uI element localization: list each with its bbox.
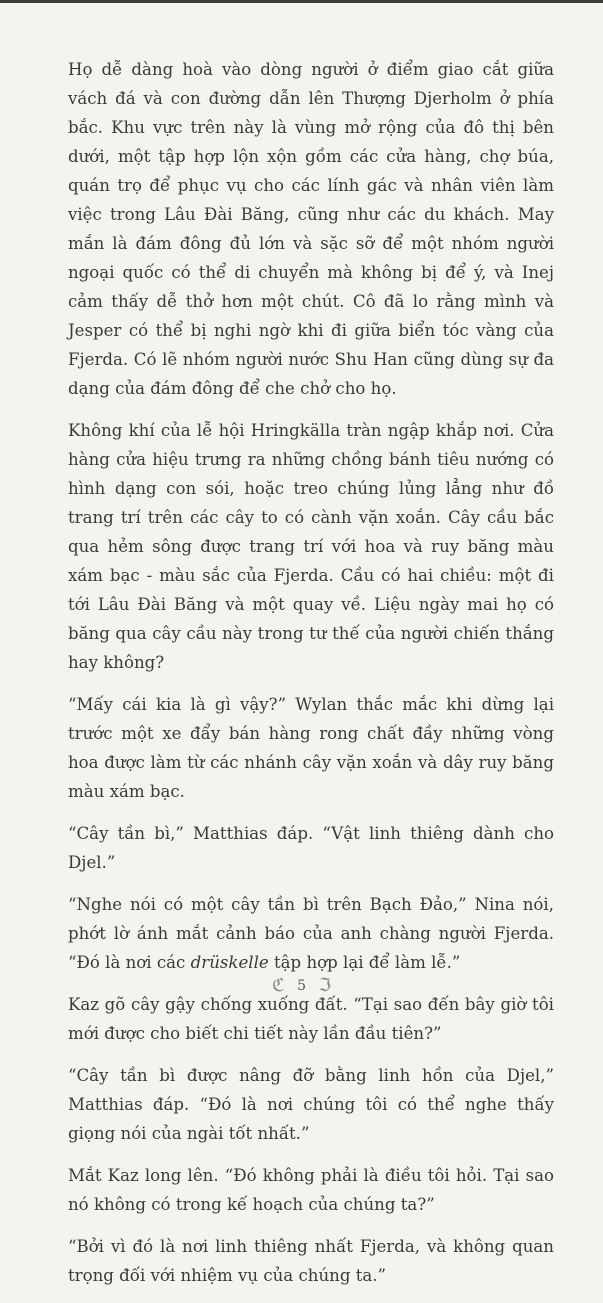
paragraph-1: Họ dễ dàng hoà vào dòng người ở điểm giao cắt giữa vách đá và con đường dẫn lên Thượng Djerholm ở phía bắc. Khu vực trên này là vùng mở rộng của đô thị bên dưới, một tập hợp lộn xộn gồm các cửa hàng, chợ búa, quán trọ để phục vụ cho các lính gác và nhân viên làm việc trong Lâu Đài Băng, cũng như các du khách. May mắn là đám đông đủ lớn và sặc sỡ để một nhóm người ngoại quốc có thể di chuyển mà không bị để ý, và Inej cảm thấy dễ thở hơn một chút. Cô đã lo rằng mình và Jesper có thể bị nghi ngờ khi đi giữa biển tóc vàng của Fjerda. Có lẽ nhóm người nước Shu Han cũng dùng sự đa dạng của đám đông để che chở cho họ.: [68, 60, 554, 398]
ornament-right-icon: ℑ: [318, 975, 332, 996]
page-number: 5: [297, 977, 306, 994]
paragraph-6: Kaz gõ cây gậy chống xuống đất. “Tại sao đến bây giờ tôi mới được cho biết chi tiết này lần đầu tiên?”: [68, 995, 554, 1043]
paragraph-3: “Mấy cái kia là gì vậy?” Wylan thắc mắc khi dừng lại trước một xe đẩy bán hàng rong chất đầy những vòng hoa được làm từ các nhánh cây vặn xoắn và dây ruy băng màu xám bạc.: [68, 695, 554, 801]
paragraph-5-text-a: “Nghe nói có một cây tần bì trên Bạch Đảo,” Nina nói, phớt lờ ánh mắt cảnh báo của anh chàng người Fjerda. “Đó là nơi các: [68, 895, 554, 972]
ornament-left-icon: ℭ: [271, 975, 285, 996]
paragraph-7: “Cây tần bì được nâng đỡ bằng linh hồn của Djel,” Matthias đáp. “Đó là nơi chúng tôi có thể nghe thấy giọng nói của ngài tốt nhất.”: [68, 1066, 554, 1143]
paragraph-9: “Bởi vì đó là nơi linh thiêng nhất Fjerda, và không quan trọng đối với nhiệm vụ của chúng ta.”: [68, 1237, 554, 1285]
paragraph-5-text-b: tập hợp lại để làm lễ.”: [268, 953, 461, 972]
book-page-body: [68, 55, 554, 1303]
paragraph-5: [68, 890, 554, 977]
paragraph-4: “Cây tần bì,” Matthias đáp. “Vật linh thiêng dành cho Djel.”: [68, 824, 554, 872]
paragraph-5-italic-term: drüskelle: [190, 953, 269, 972]
paragraph-2: Không khí của lễ hội Hringkälla tràn ngập khắp nơi. Cửa hàng cửa hiệu trưng ra những chồng bánh tiêu nướng có hình dạng con sói, hoặc treo chúng lủng lẳng như đồ trang trí trên các cây to có cành vặn xoắn. Cây cầu bắc qua hẻm sông được trang trí với hoa và ruy băng màu xám bạc - màu sắc của Fjerda. Cầu có hai chiều: một đi tới Lâu Đài Băng và một quay về. Liệu ngày mai họ có băng qua cây cầu này trong tư thế của người chiến thắng hay không?: [68, 421, 554, 672]
paragraph-8: Mắt Kaz long lên. “Đó không phải là điều tôi hỏi. Tại sao nó không có trong kế hoạch của chúng ta?”: [68, 1166, 554, 1214]
page-footer: [0, 975, 603, 996]
page-top-edge: [0, 0, 603, 3]
